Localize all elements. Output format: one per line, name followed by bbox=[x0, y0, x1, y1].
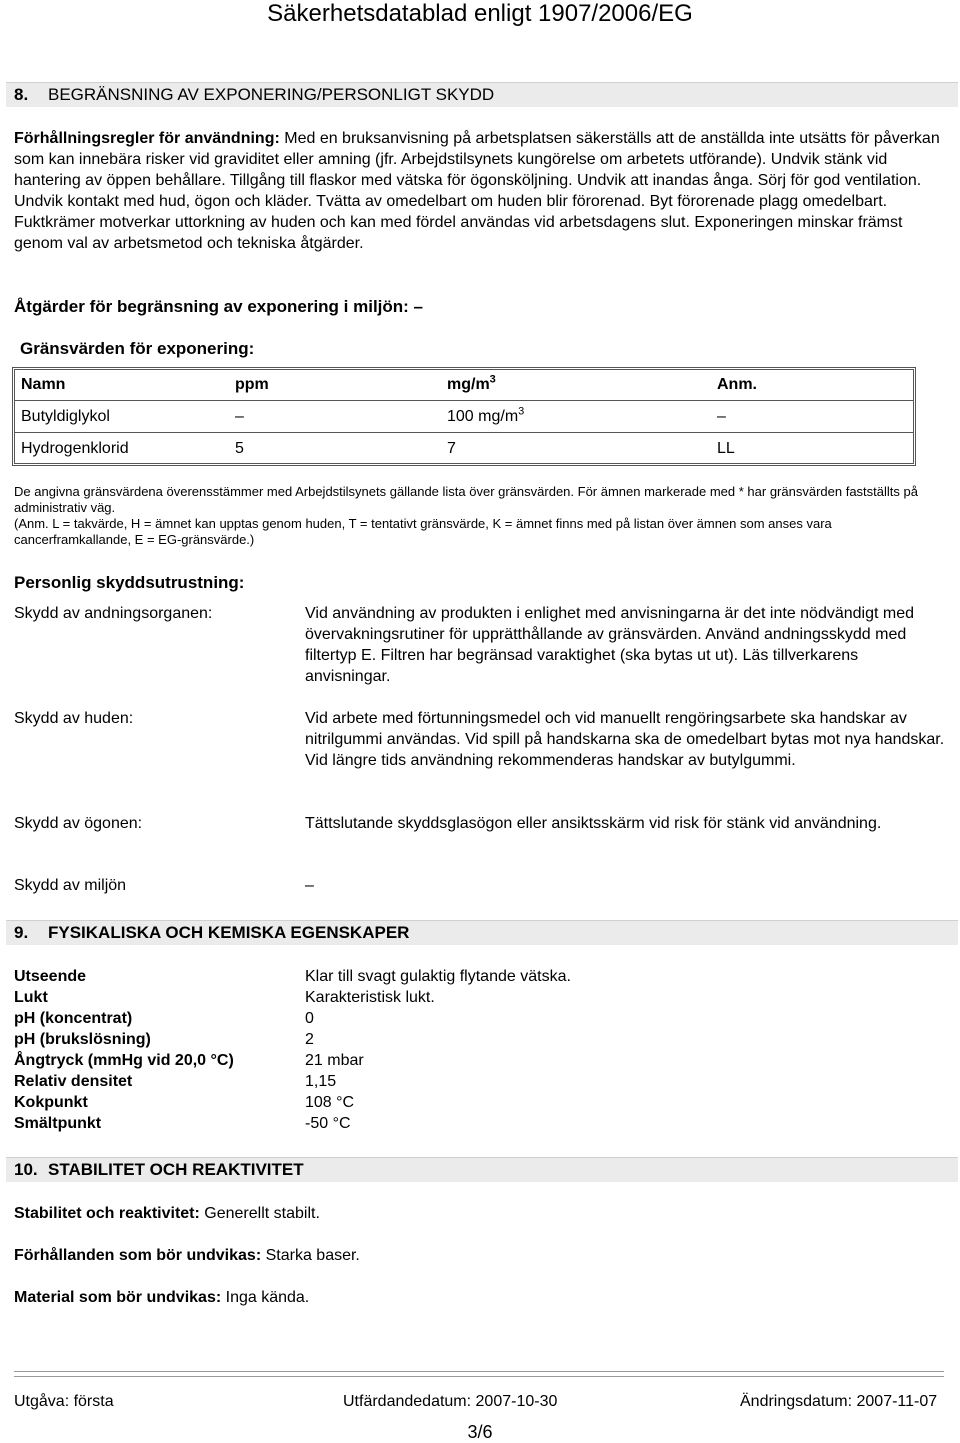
cell: 5 bbox=[229, 433, 441, 465]
ppe-label-environment: Skydd av miljön bbox=[14, 877, 127, 894]
section-title: STABILITET OCH REAKTIVITET bbox=[48, 1160, 304, 1179]
footer-edition: Utgåva: första bbox=[14, 1393, 114, 1410]
item-value: Starka baser. bbox=[261, 1247, 360, 1264]
legend-note: (Anm. L = takvärde, H = ämnet kan upptas genom huden, T = tentativt gränsvärde, K = ämnet finns med på listan över ämnen som anses vara cancerframkallande, E = EG-gränsvärde.) bbox=[14, 516, 832, 547]
document-title: Säkerhetsdatablad enligt 1907/2006/EG bbox=[267, 0, 693, 27]
section-number: 8. bbox=[14, 85, 29, 104]
col-header-name: Namn bbox=[21, 376, 66, 393]
ppe-label-respiratory: Skydd av andningsorganen: bbox=[14, 605, 213, 622]
section-9-header bbox=[6, 920, 958, 945]
cell-text: 100 mg/m bbox=[447, 407, 519, 425]
section-title: BEGRÄNSNING AV EXPONERING/PERSONLIGT SKYDD bbox=[48, 85, 495, 104]
env-measures: Åtgärder för begränsning av exponering i miljön: – bbox=[14, 297, 424, 316]
property-value: 108 °C bbox=[305, 1094, 355, 1111]
section-number: 10. bbox=[14, 1160, 38, 1179]
handling-text: Med en bruksanvisning på arbetsplatsen säkerställs att de anställda inte utsätts för påverkan som kan innebära risker vid graviditet eller amning (jfr. Arbejdstilsynets kungörelse om arbetets utförande). Undvik stänk vid hantering av öppen behållare. Tillgång till flaskor med vätska för ögonsköljning. Undvik att inandas ånga. Sörj för god ventilation. Undvik kontakt med hud, ögon och kläder. Tvätta av omedelbart om huden blir förorenad. Byt förorenade plagg omedelbart. Fuktkrämer motverkar uttorkning av huden och kan med fördel användas vid arbetsdagens slut. Exponeringen minskar främst genom val av arbetsmetod och tekniska åtgärder. bbox=[14, 130, 940, 252]
section-10-header bbox=[6, 1157, 958, 1182]
cell: Butyldiglykol bbox=[15, 401, 229, 433]
ppe-label-skin: Skydd av huden: bbox=[14, 710, 134, 727]
property-value: -50 °C bbox=[305, 1115, 351, 1132]
col-header-ppm: ppm bbox=[235, 376, 269, 393]
page-number: 3/6 bbox=[467, 1422, 493, 1442]
property-key: Utseende bbox=[14, 968, 87, 985]
property-key: pH (brukslösning) bbox=[14, 1031, 151, 1048]
cell: 7 bbox=[441, 433, 711, 465]
cell: – bbox=[711, 401, 913, 433]
section-8-header bbox=[6, 82, 958, 107]
ppe-value-environment: – bbox=[305, 877, 314, 894]
handling-paragraph bbox=[14, 128, 944, 254]
cell: LL bbox=[711, 433, 913, 465]
ppe-label-eyes: Skydd av ögonen: bbox=[14, 815, 143, 832]
property-value: Klar till svagt gulaktig flytande vätska. bbox=[305, 968, 571, 985]
property-key: Lukt bbox=[14, 989, 48, 1006]
col-header-anm: Anm. bbox=[717, 376, 757, 393]
superscript: 3 bbox=[518, 405, 525, 418]
section-title: FYSIKALISKA OCH KEMISKA EGENSKAPER bbox=[48, 923, 410, 942]
exposure-table bbox=[12, 367, 916, 466]
col-header-mgm3 bbox=[441, 370, 711, 401]
handling-label: Förhållningsregler för användning: bbox=[14, 130, 280, 147]
item-label: Förhållanden som bör undvikas: bbox=[14, 1247, 262, 1264]
table-row bbox=[15, 433, 913, 465]
item-value: Inga kända. bbox=[221, 1289, 310, 1306]
property-value: 21 mbar bbox=[305, 1052, 364, 1069]
property-value: 0 bbox=[305, 1010, 314, 1027]
section-number: 9. bbox=[14, 923, 29, 942]
item-value: Generellt stabilt. bbox=[199, 1205, 320, 1222]
ppe-value-eyes: Tättslutande skyddsglasögon eller ansiktsskärm vid risk för stänk vid användning. bbox=[305, 815, 882, 832]
cell bbox=[441, 401, 711, 433]
ppe-heading: Personlig skyddsutrustning: bbox=[14, 573, 245, 592]
property-key: Relativ densitet bbox=[14, 1073, 133, 1090]
table-row bbox=[15, 401, 913, 433]
property-key: Ångtryck (mmHg vid 20,0 °C) bbox=[14, 1052, 234, 1069]
property-value: Karakteristisk lukt. bbox=[305, 989, 435, 1006]
cell: Hydrogenklorid bbox=[15, 433, 229, 465]
item-label: Stabilitet och reaktivitet: bbox=[14, 1205, 200, 1222]
property-key: Kokpunkt bbox=[14, 1094, 88, 1111]
property-key: pH (koncentrat) bbox=[14, 1010, 133, 1027]
footer-divider bbox=[14, 1371, 944, 1377]
property-value: 2 bbox=[305, 1031, 314, 1048]
limits-note: De angivna gränsvärdena överensstämmer med Arbejdstilsynets gällande lista över gränsvärden. För ämnen markerade med * har gränsvärden fastställts på administrativ väg. bbox=[14, 484, 918, 515]
ppe-value-skin: Vid arbete med förtunningsmedel och vid manuellt rengöringsarbete ska handskar av nitrilgummi användas. Vid spill på handskarna ska de omedelbart bytas mot nya handskar. Vid längre tids användning rekommenderas handskar av butylgummi. bbox=[305, 710, 945, 769]
conditions-item bbox=[14, 1245, 944, 1266]
table-header-row bbox=[15, 370, 913, 401]
superscript: 3 bbox=[489, 373, 496, 386]
mgm3-text: mg/m bbox=[447, 376, 490, 393]
item-label: Material som bör undvikas: bbox=[14, 1289, 222, 1306]
cell: – bbox=[229, 401, 441, 433]
materials-item bbox=[14, 1287, 944, 1308]
footer-changed-date: Ändringsdatum: 2007-11-07 bbox=[740, 1393, 938, 1410]
limits-heading: Gränsvärden för exponering: bbox=[20, 339, 255, 358]
ppe-value-respiratory: Vid användning av produkten i enlighet med anvisningarna är det inte nödvändigt med övervakningsrutiner för upprätthållande av gränsvärden. Använd andningsskydd med filtertyp E. Filtren har begränsad varaktighet (ska bytas ut ut). Läs tillverkarens anvisningar. bbox=[305, 605, 915, 685]
footer-issued-date: Utfärdandedatum: 2007-10-30 bbox=[343, 1393, 558, 1410]
stability-item bbox=[14, 1203, 944, 1224]
property-key: Smältpunkt bbox=[14, 1115, 102, 1132]
property-value: 1,15 bbox=[305, 1073, 337, 1090]
